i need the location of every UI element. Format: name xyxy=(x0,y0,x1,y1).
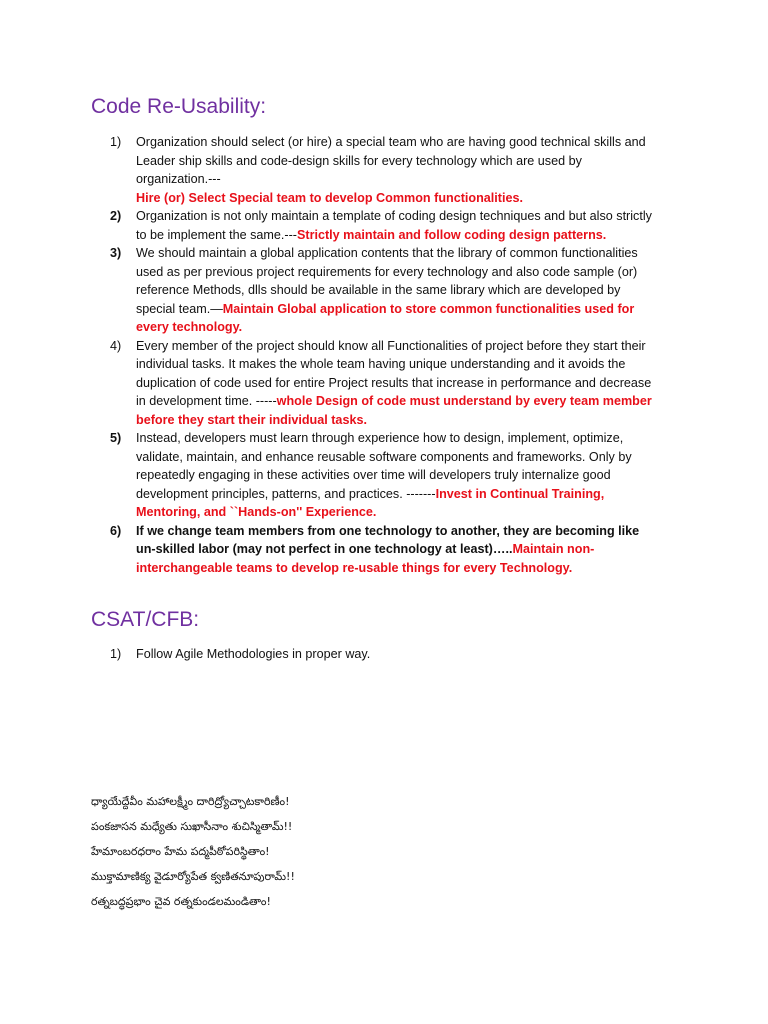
list-item-highlight: whole Design of code must understand by every team member before they start their individual tasks. xyxy=(136,394,652,427)
verse-line: ధ్యాయేద్దేవీం మహాలక్ష్మీం దారిద్ర్యోచ్చాటకారిణీం! xyxy=(91,795,290,808)
list-item xyxy=(110,522,655,578)
list-item-text: We should maintain a global application contents that the library of common functionalities used as per previous project requirements for every technology and also code sample (or) reference Methods, dlls should be available in the same library which are developed by special team.— xyxy=(136,246,638,316)
list-item-text: Follow Agile Methodologies in proper way. xyxy=(136,647,371,661)
list-item-highlight: Invest in Continual Training, Mentoring, and ``Hands-on'' Experience. xyxy=(136,486,605,519)
list-item-text: If we change team members from one technology to another, they are becoming like un-skilled labor (may not perfect in one technology at least)….. xyxy=(136,523,640,556)
list-item-number: 1) xyxy=(110,647,122,661)
list-item-number: 5) xyxy=(110,431,122,445)
list-item-highlight: Hire (or) Select Special team to develop Common functionalities. xyxy=(136,190,523,205)
section-heading-code-reusability: Code Re-Usability: xyxy=(91,95,267,118)
list-item-text: Instead, developers must learn through experience how to design, implement, optimize, validate, maintain, and enhance reusable software components and frameworks. Only by repeatedly engaging in these activities over time will developers truly internalize good development principles, patterns, and practices. ------- xyxy=(136,431,632,501)
list-item-highlight: Maintain Global application to store common functionalities used for every technology. xyxy=(136,301,635,334)
list-item xyxy=(110,244,655,337)
list-item xyxy=(110,207,655,244)
section-heading-csat-cfb: CSAT/CFB: xyxy=(91,608,200,631)
code-reusability-list xyxy=(110,133,655,577)
list-item xyxy=(110,133,655,207)
list-item-text: Every member of the project should know all Functionalities of project before they start their individual tasks. It makes the whole team having unique understanding and it avoids the duplication of code used for entire Project results that increase in performance and decrease in development time. ----- xyxy=(136,338,652,408)
list-item xyxy=(110,337,655,430)
telugu-verse xyxy=(91,789,295,914)
verse-line: హేమాంబరధరాం హేమ పద్మపీఠోపరిస్థితాం! xyxy=(91,845,270,858)
verse-line: రత్నబద్ధప్రభాం చైవ రత్నకుండలమండితాం! xyxy=(91,895,271,908)
csat-cfb-list xyxy=(110,645,655,664)
verse-line: ముక్తామాణిక్య వైడూర్యోపేత క్వణితనూపురామ్!! xyxy=(91,870,295,883)
list-item-number: 3) xyxy=(110,246,122,260)
verse-line: పంకజాసన మధ్యేతు సుఖాసీనాం శుచిస్మితామ్!! xyxy=(91,820,293,833)
list-item xyxy=(110,645,655,664)
list-item-text: Organization is not only maintain a template of coding design techniques and but also strictly to be implement the same.--- xyxy=(136,209,652,242)
list-item-text: Organization should select (or hire) a special team who are having good technical skills and Leader ship skills and code-design skills for every technology which are used by organization.--- xyxy=(136,135,646,186)
list-item xyxy=(110,429,655,522)
list-item-number: 6) xyxy=(110,523,122,538)
list-item-number: 4) xyxy=(110,338,122,353)
list-item-number: 1) xyxy=(110,135,122,149)
list-item-number: 2) xyxy=(110,209,122,223)
list-item-highlight: Strictly maintain and follow coding design patterns. xyxy=(296,227,607,242)
list-item-highlight: Maintain non-interchangeable teams to develop re-usable things for every Technology. xyxy=(136,542,595,575)
